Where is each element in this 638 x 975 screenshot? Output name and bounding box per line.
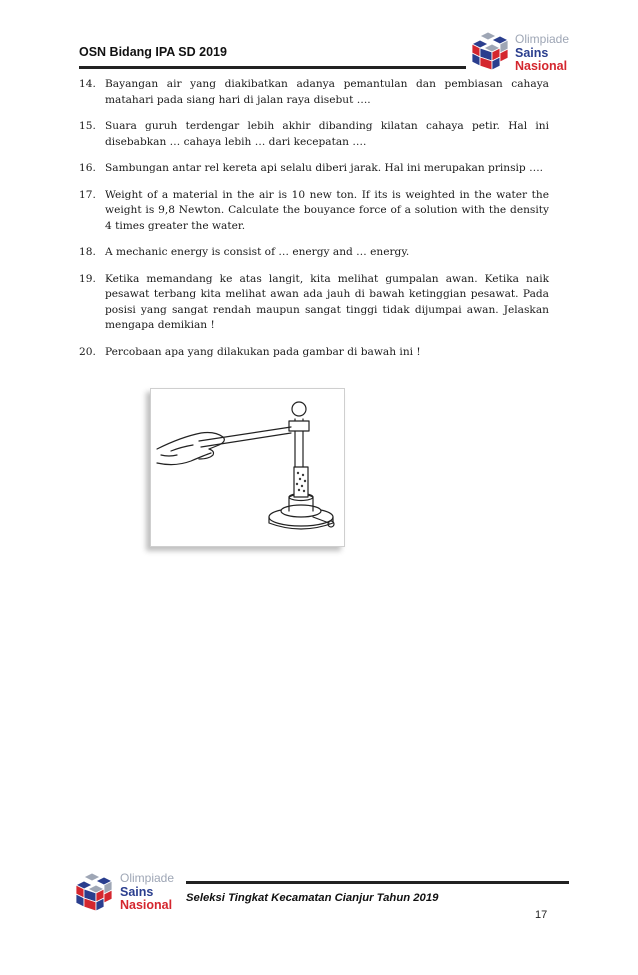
question-number: 19.	[79, 272, 96, 285]
logo-nasional-text: Nasional	[515, 59, 568, 73]
question-item	[79, 119, 549, 150]
question-item	[79, 272, 549, 334]
question-number: 16.	[79, 162, 96, 174]
header-title: OSN Bidang IPA SD 2019	[79, 45, 227, 59]
question-item	[79, 245, 549, 261]
footer-text: Seleksi Tingkat Kecamatan Cianjur Tahun 2019	[186, 892, 439, 904]
question-text: Ketika memandang ke atas langit, kita melihat gumpalan awan. Ketika naik pesawat terbang kita melihat awan ada jauh di bawah ketinggian pesawat. Pada posisi yang sangat rendah maupun sangat tinggi tidak dijumpai awan. Jelaskan mengapa demikian !	[105, 272, 549, 331]
question-number: 15.	[79, 120, 96, 132]
header-divider	[79, 66, 466, 69]
question-item	[79, 345, 549, 361]
question-list	[79, 77, 549, 371]
question-item	[79, 188, 549, 235]
question-item	[79, 161, 549, 177]
logo-olimpiade-text: Olimpiade	[515, 32, 570, 46]
cube-logo-icon	[72, 871, 118, 917]
osn-logo-footer	[72, 868, 184, 918]
logo-olimpiade-text: Olimpiade	[120, 871, 175, 885]
osn-logo-header	[468, 28, 578, 76]
question-item	[79, 77, 549, 108]
question-number: 20.	[79, 345, 96, 358]
question-text: A mechanic energy is consist of … energy and … energy.	[105, 246, 410, 258]
experiment-figure	[150, 388, 345, 547]
question-text: Weight of a material in the air is 10 new ton. If its is weighted in the water the weight is 9,8 Newton. Calculate the bouyance force of a solution with the density 4 times greater the water.	[105, 188, 549, 232]
logo-nasional-text: Nasional	[120, 898, 173, 912]
cube-logo-icon	[468, 30, 514, 76]
logo-sains-text: Sains	[515, 46, 549, 60]
question-number: 17.	[79, 188, 96, 201]
question-text: Suara guruh terdengar lebih akhir dibanding kilatan cahaya petir. Hal ini disebabkan … cahaya lebih … dari kecepatan ….	[105, 120, 549, 148]
question-number: 18.	[79, 246, 96, 258]
page-number: 17	[535, 909, 548, 921]
question-text: Bayangan air yang diakibatkan adanya pemantulan dan pembiasan cahaya matahari pada siang hari di jalan raya disebut ….	[105, 78, 549, 106]
question-text: Sambungan antar rel kereta api selalu diberi jarak. Hal ini merupakan prinsip ….	[105, 162, 544, 174]
heat-conduction-illustration	[151, 389, 344, 546]
question-text: Percobaan apa yang dilakukan pada gambar di bawah ini !	[105, 345, 421, 358]
footer-divider	[186, 881, 569, 884]
logo-sains-text: Sains	[120, 885, 154, 899]
question-number: 14.	[79, 78, 96, 90]
